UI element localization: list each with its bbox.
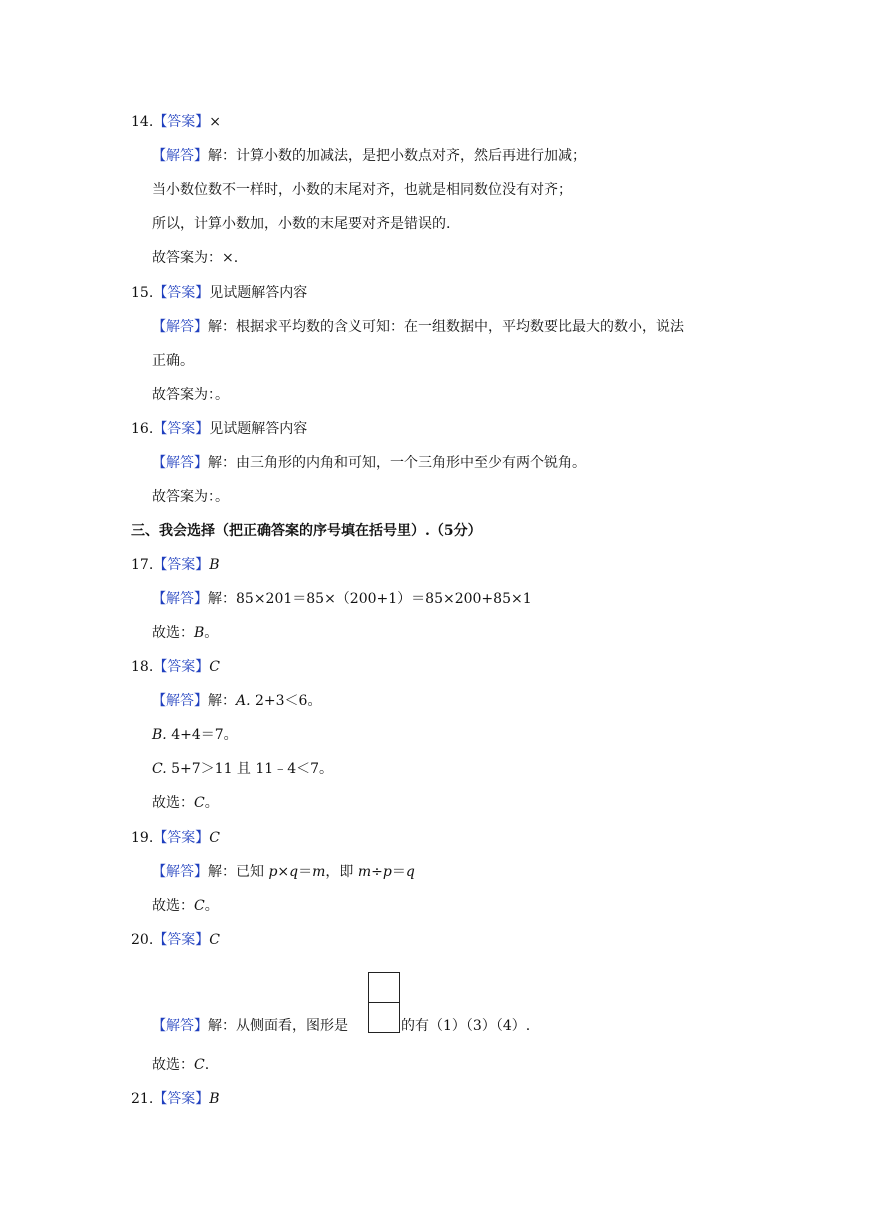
answer-tag: 【答案】 <box>153 932 210 948</box>
q17-explain-text: 解：85×201＝85×（200+1）＝85×200+85×1 <box>208 591 532 607</box>
q14-answer-line <box>131 113 221 131</box>
q17-number: 17. <box>131 557 154 573</box>
q17-answer: B <box>209 557 220 573</box>
explain-tag: 【解答】 <box>152 148 208 164</box>
q18-option-b-label: B. <box>152 727 167 743</box>
var-p: p <box>268 864 278 880</box>
q15-number: 15. <box>131 285 154 301</box>
var-m: m <box>312 864 326 880</box>
answer-tag: 【答案】 <box>153 114 210 130</box>
q14-explain-text-1: 解：计算小数的加减法，是把小数点对齐，然后再进行加减； <box>208 148 586 164</box>
explain-tag: 【解答】 <box>152 693 208 709</box>
choose-prefix: 故选： <box>152 795 194 811</box>
q16-conclusion: 故答案为：。 <box>152 489 229 505</box>
q18-option-a-text: 2+3＜6。 <box>250 693 322 709</box>
q18-answer-line <box>131 658 220 676</box>
q19-number: 19. <box>131 830 154 846</box>
q20-explain-line-left <box>152 1017 348 1035</box>
answer-tag: 【答案】 <box>153 830 210 846</box>
q17-answer-line <box>131 556 220 574</box>
stacked-squares-figure <box>368 972 400 1034</box>
answer-tag: 【答案】 <box>153 421 210 437</box>
q20-choice: C <box>194 1057 205 1073</box>
answer-tag: 【答案】 <box>153 1091 210 1107</box>
explain-tag: 【解答】 <box>152 591 208 607</box>
divide-sign: ÷ <box>371 864 383 880</box>
q15-answer: 见试题解答内容 <box>209 285 308 301</box>
q18-option-c-text: 5+7＞11 且 11﹣4＜7。 <box>166 761 334 777</box>
q21-answer-line <box>131 1090 220 1108</box>
explain-tag: 【解答】 <box>152 319 208 335</box>
q20-number: 20. <box>131 932 154 948</box>
q19-explain-mid: ，即 <box>325 864 358 880</box>
q20-conclusion <box>152 1056 209 1074</box>
answer-tag: 【答案】 <box>153 557 210 573</box>
q18-option-c-line <box>152 760 333 778</box>
q15-explain-text-1: 解：根据求平均数的含义可知：在一组数据中，平均数要比最大的数小，说法 <box>208 319 684 335</box>
q18-explain-prefix: 解： <box>208 693 236 709</box>
answer-tag: 【答案】 <box>153 285 210 301</box>
q15-explain-line <box>152 318 684 336</box>
equals-sign: ＝ <box>298 864 313 880</box>
var-m: m <box>357 864 372 880</box>
choose-end: 。 <box>204 795 219 811</box>
q18-choice: C <box>194 795 205 811</box>
q18-option-a-label: A. <box>236 693 251 709</box>
q19-conclusion <box>152 897 219 915</box>
q18-option-b-line <box>152 726 238 744</box>
q18-conclusion <box>152 794 219 812</box>
q18-answer: C <box>209 659 220 675</box>
q19-answer-line <box>131 829 220 847</box>
q14-answer: × <box>209 114 221 130</box>
times-sign: × <box>277 864 290 880</box>
q15-explain-text-2: 正确。 <box>152 353 194 369</box>
choose-prefix: 故选： <box>152 625 194 641</box>
q21-number: 21. <box>131 1091 154 1107</box>
explain-tag: 【解答】 <box>152 1018 208 1034</box>
q16-answer: 见试题解答内容 <box>209 421 308 437</box>
q21-answer: B <box>209 1091 220 1107</box>
q16-number: 16. <box>131 421 154 437</box>
q19-answer: C <box>209 830 220 846</box>
q15-answer-line <box>131 284 307 302</box>
q14-explain-text-3: 所以，计算小数加，小数的末尾要对齐是错误的. <box>152 216 451 232</box>
q14-explain-line <box>152 147 586 165</box>
q20-explain-after: 的有（1）（3）（4）. <box>401 1018 531 1034</box>
q16-answer-line <box>131 420 307 438</box>
q14-number: 14. <box>131 114 154 130</box>
q16-explain-text-1: 解：由三角形的内角和可知，一个三角形中至少有两个锐角。 <box>208 455 586 471</box>
equals-sign: ＝ <box>391 864 406 880</box>
explain-tag: 【解答】 <box>152 455 208 471</box>
q14-conclusion: 故答案为：×. <box>152 250 239 266</box>
explain-tag: 【解答】 <box>152 864 208 880</box>
square-top <box>368 972 400 1003</box>
choose-prefix: 故选： <box>152 898 194 914</box>
q19-explain-prefix: 解：已知 <box>208 864 269 880</box>
section-heading: 三、我会选择（把正确答案的序号填在括号里）.（5分） <box>131 523 482 539</box>
q20-answer-line <box>131 931 220 949</box>
choose-end: 。 <box>204 625 219 641</box>
q20-answer: C <box>209 932 220 948</box>
q14-explain-text-2: 当小数位数不一样时，小数的末尾对齐，也就是相同数位没有对齐； <box>152 182 572 198</box>
choose-prefix: 故选： <box>152 1057 194 1073</box>
q15-conclusion: 故答案为：。 <box>152 387 229 403</box>
q18-option-c-label: C. <box>152 761 167 777</box>
answer-tag: 【答案】 <box>153 659 210 675</box>
q18-explain-line <box>152 692 321 710</box>
q18-number: 18. <box>131 659 154 675</box>
q16-explain-line <box>152 454 586 472</box>
var-q: q <box>405 864 415 880</box>
q19-explain-line <box>152 863 415 881</box>
var-p: p <box>382 864 392 880</box>
q20-explain-before: 解：从侧面看，图形是 <box>208 1018 348 1034</box>
var-q: q <box>289 864 299 880</box>
q19-choice: C <box>194 898 205 914</box>
q17-explain-line <box>152 590 532 608</box>
q17-choice: B <box>194 625 205 641</box>
square-bottom <box>368 1003 400 1033</box>
choose-end: . <box>204 1057 210 1073</box>
q17-conclusion <box>152 624 218 642</box>
q18-option-b-text: 4+4＝7。 <box>166 727 238 743</box>
choose-end: 。 <box>204 898 219 914</box>
